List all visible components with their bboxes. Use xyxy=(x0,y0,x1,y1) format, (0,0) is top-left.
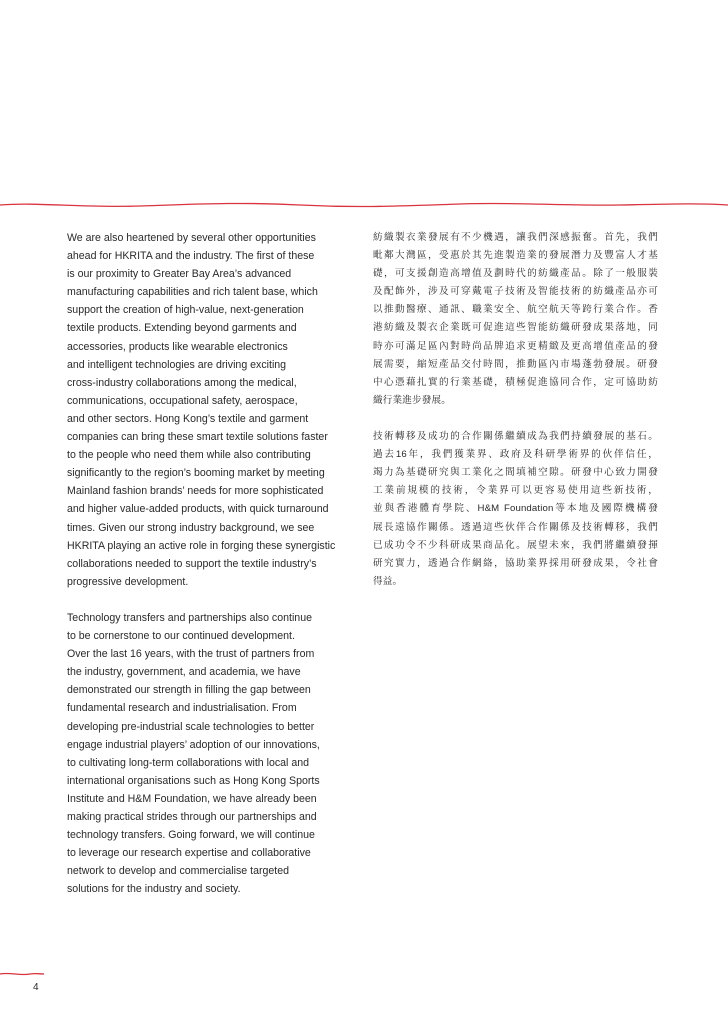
text-line: to be cornerstone to our continued development. xyxy=(67,630,295,643)
text-line: 得益。 xyxy=(373,575,403,587)
text-line: cross-industry collaborations among the medical, xyxy=(67,376,297,389)
text-line: Mainland fashion brands’ needs for more sophisticated xyxy=(67,485,324,498)
red-wave-divider xyxy=(0,196,728,214)
text-line: Technology transfers and partnerships also continue xyxy=(67,611,312,624)
text-line: international organisations such as Hong Kong Sports xyxy=(67,774,320,787)
text-line: significantly to the region’s booming market by meeting xyxy=(67,467,325,480)
text-line: Institute and H&M Foundation, we have already been xyxy=(67,792,317,805)
text-line: collaborations needed to support the textile industry’s xyxy=(67,557,317,570)
chinese-paragraph-2 xyxy=(373,428,658,591)
text-line: 礎，可支援創造高增值及劃時代的紡織產品。除了一般服裝 xyxy=(373,268,658,280)
text-line: and higher value-added products, with quick turnaround xyxy=(67,503,329,516)
page-number: 4 xyxy=(33,982,39,993)
english-paragraph-1 xyxy=(67,229,349,591)
red-wave-marker xyxy=(0,968,44,980)
text-line: 時亦可滿足區內對時尚品牌追求更精緻及更高增值產品的發 xyxy=(373,340,658,352)
text-line: 及配飾外，涉及可穿戴電子技術及智能技術的紡織產品亦可 xyxy=(373,286,658,298)
text-line: 並與香港體育學院、H&M Foundation等本地及國際機構發 xyxy=(373,503,658,515)
text-line: 紡織製衣業發展有不少機遇，讓我們深感振奮。首先，我們 xyxy=(373,232,658,243)
text-line: accessories, products like wearable electronics xyxy=(67,340,288,353)
text-line: the industry, government, and academia, we have xyxy=(67,666,301,679)
text-line: textile products. Extending beyond garments and xyxy=(67,322,297,335)
text-line: fundamental research and industrialisation. From xyxy=(67,702,297,715)
chinese-column xyxy=(373,229,658,591)
text-line: companies can bring these smart textile solutions faster xyxy=(67,431,328,444)
text-line: manufacturing capabilities and rich talent base, which xyxy=(67,286,318,299)
english-paragraph-2 xyxy=(67,609,349,899)
text-line: 織行業進步發展。 xyxy=(373,394,451,406)
text-line: 以推動醫療、通訊、職業安全、航空航天等跨行業合作。香 xyxy=(373,304,658,316)
text-line: 展需要，縮短產品交付時間，推動區內市場蓬勃發展。研發 xyxy=(373,358,658,370)
text-line: and intelligent technologies are driving exciting xyxy=(67,358,287,371)
text-line: ahead for HKRITA and the industry. The first of these xyxy=(67,250,315,263)
text-line: to leverage our research expertise and collaborative xyxy=(67,847,311,860)
text-line: engage industrial players’ adoption of our innovations, xyxy=(67,738,320,751)
text-line: HKRITA playing an active role in forging these synergistic xyxy=(67,539,336,552)
text-line: 研究實力，透過合作網絡，協助業界採用研發成果，令社會 xyxy=(373,557,658,569)
text-line: We are also heartened by several other opportunities xyxy=(67,232,316,244)
text-line: technology transfers. Going forward, we will continue xyxy=(67,829,315,842)
english-column xyxy=(67,229,349,898)
text-line: and other sectors. Hong Kong’s textile and garment xyxy=(67,412,309,425)
text-line: 已成功令不少科研成果商品化。展望未來，我們將繼續發揮 xyxy=(373,539,658,551)
text-line: solutions for the industry and society. xyxy=(67,883,241,896)
text-line: to the people who need them while also contributing xyxy=(67,449,311,462)
text-line: demonstrated our strength in filling the gap between xyxy=(67,684,311,697)
text-line: to cultivating long-term collaborations with local and xyxy=(67,756,310,769)
text-line: times. Given our strong industry background, we see xyxy=(67,521,315,534)
text-line: 過去16年，我們獲業界、政府及科研學術界的伙伴信任， xyxy=(373,449,658,461)
text-line: 港紡織及製衣企業既可促進這些智能紡織研發成果落地，同 xyxy=(373,322,658,334)
text-line: 毗鄰大灣區，受惠於其先進製造業的發展潛力及豐富人才基 xyxy=(373,250,658,262)
text-line: 竭力為基礎研究與工業化之間填補空隙。研發中心致力開發 xyxy=(373,467,658,479)
text-line: 工業前規模的技術，令業界可以更容易使用這些新技術， xyxy=(373,485,658,497)
text-line: progressive development. xyxy=(67,575,189,588)
text-line: 展長遠協作關係。透過這些伙伴合作關係及技術轉移，我們 xyxy=(373,521,658,533)
text-line: 中心憑藉扎實的行業基礎，積極促進協同合作，定可協助紡 xyxy=(373,376,658,388)
chinese-paragraph-1 xyxy=(373,229,658,410)
text-line: support the creation of high-value, next-generation xyxy=(67,304,304,317)
text-line: 技術轉移及成功的合作關係繼續成為我們持續發展的基石。 xyxy=(373,431,658,443)
text-line: network to develop and commercialise targeted xyxy=(67,865,289,878)
text-line: communications, occupational safety, aerospace, xyxy=(67,394,298,407)
text-line: making practical strides through our partnerships and xyxy=(67,811,317,823)
text-line: is our proximity to Greater Bay Area’s advanced xyxy=(67,268,292,281)
text-line: Over the last 16 years, with the trust of partners from xyxy=(67,648,315,661)
text-line: developing pre-industrial scale technologies to better xyxy=(67,720,315,733)
